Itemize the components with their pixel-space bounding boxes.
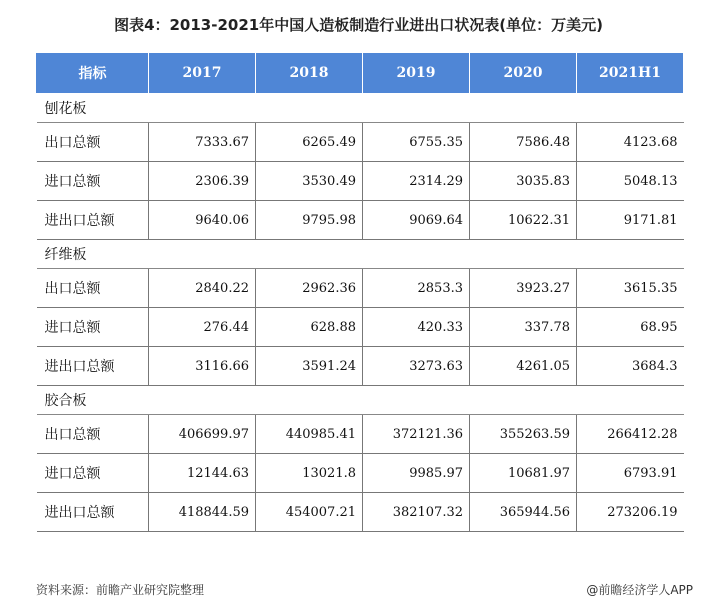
value-cell: 2853.3: [363, 269, 470, 308]
value-cell: 3923.27: [470, 269, 577, 308]
value-cell: 2306.39: [149, 162, 256, 201]
value-cell: 10681.97: [470, 454, 577, 493]
import-export-table: [36, 52, 684, 532]
value-cell: 7333.67: [149, 123, 256, 162]
table-row: [37, 415, 684, 454]
row-label: 进口总额: [37, 162, 149, 201]
table-row: [37, 347, 684, 386]
value-cell: 10622.31: [470, 201, 577, 240]
row-label: 出口总额: [37, 415, 149, 454]
value-cell: 337.78: [470, 308, 577, 347]
table-title: 图表4：2013-2021年中国人造板制造行业进出口状况表(单位：万美元): [114, 16, 603, 34]
row-label: 进口总额: [37, 308, 149, 347]
brand-watermark: @前瞻经济学人APP: [586, 583, 693, 597]
value-cell: 3684.3: [577, 347, 684, 386]
value-cell: 6755.35: [363, 123, 470, 162]
value-cell: 628.88: [256, 308, 363, 347]
value-cell: 2840.22: [149, 269, 256, 308]
section-row: [37, 240, 684, 269]
footer: [0, 581, 717, 601]
header-row: [37, 53, 684, 94]
value-cell: 6793.91: [577, 454, 684, 493]
table-row: [37, 493, 684, 532]
section-label: 纤维板: [37, 240, 684, 269]
header-cell-2021h1: 2021H1: [577, 53, 684, 94]
table-row: [37, 123, 684, 162]
value-cell: 3116.66: [149, 347, 256, 386]
row-label: 进出口总额: [37, 347, 149, 386]
value-cell: 3615.35: [577, 269, 684, 308]
value-cell: 406699.97: [149, 415, 256, 454]
header-cell-indicator: 指标: [37, 53, 149, 94]
section-label: 刨花板: [37, 94, 684, 123]
row-label: 进出口总额: [37, 493, 149, 532]
value-cell: 3530.49: [256, 162, 363, 201]
value-cell: 3591.24: [256, 347, 363, 386]
value-cell: 13021.8: [256, 454, 363, 493]
value-cell: 420.33: [363, 308, 470, 347]
value-cell: 3273.63: [363, 347, 470, 386]
header-cell-2019: 2019: [363, 53, 470, 94]
row-label: 出口总额: [37, 123, 149, 162]
value-cell: 68.95: [577, 308, 684, 347]
value-cell: 9795.98: [256, 201, 363, 240]
value-cell: 3035.83: [470, 162, 577, 201]
value-cell: 4123.68: [577, 123, 684, 162]
section-label: 胶合板: [37, 386, 684, 415]
header-cell-2017: 2017: [149, 53, 256, 94]
row-label: 出口总额: [37, 269, 149, 308]
value-cell: 382107.32: [363, 493, 470, 532]
value-cell: 2314.29: [363, 162, 470, 201]
section-row: [37, 386, 684, 415]
table-row: [37, 201, 684, 240]
table-row: [37, 269, 684, 308]
value-cell: 9985.97: [363, 454, 470, 493]
value-cell: 4261.05: [470, 347, 577, 386]
value-cell: 355263.59: [470, 415, 577, 454]
value-cell: 418844.59: [149, 493, 256, 532]
value-cell: 9640.06: [149, 201, 256, 240]
value-cell: 454007.21: [256, 493, 363, 532]
header-cell-2020: 2020: [470, 53, 577, 94]
value-cell: 7586.48: [470, 123, 577, 162]
row-label: 进口总额: [37, 454, 149, 493]
table-row: [37, 162, 684, 201]
source-note: 资料来源：前瞻产业研究院整理: [36, 583, 205, 597]
value-cell: 12144.63: [149, 454, 256, 493]
value-cell: 266412.28: [577, 415, 684, 454]
value-cell: 365944.56: [470, 493, 577, 532]
value-cell: 276.44: [149, 308, 256, 347]
value-cell: 9069.64: [363, 201, 470, 240]
table-row: [37, 454, 684, 493]
header-cell-2018: 2018: [256, 53, 363, 94]
value-cell: 2962.36: [256, 269, 363, 308]
table-row: [37, 308, 684, 347]
row-label: 进出口总额: [37, 201, 149, 240]
value-cell: 372121.36: [363, 415, 470, 454]
section-row: [37, 94, 684, 123]
value-cell: 6265.49: [256, 123, 363, 162]
value-cell: 273206.19: [577, 493, 684, 532]
value-cell: 5048.13: [577, 162, 684, 201]
value-cell: 9171.81: [577, 201, 684, 240]
value-cell: 440985.41: [256, 415, 363, 454]
